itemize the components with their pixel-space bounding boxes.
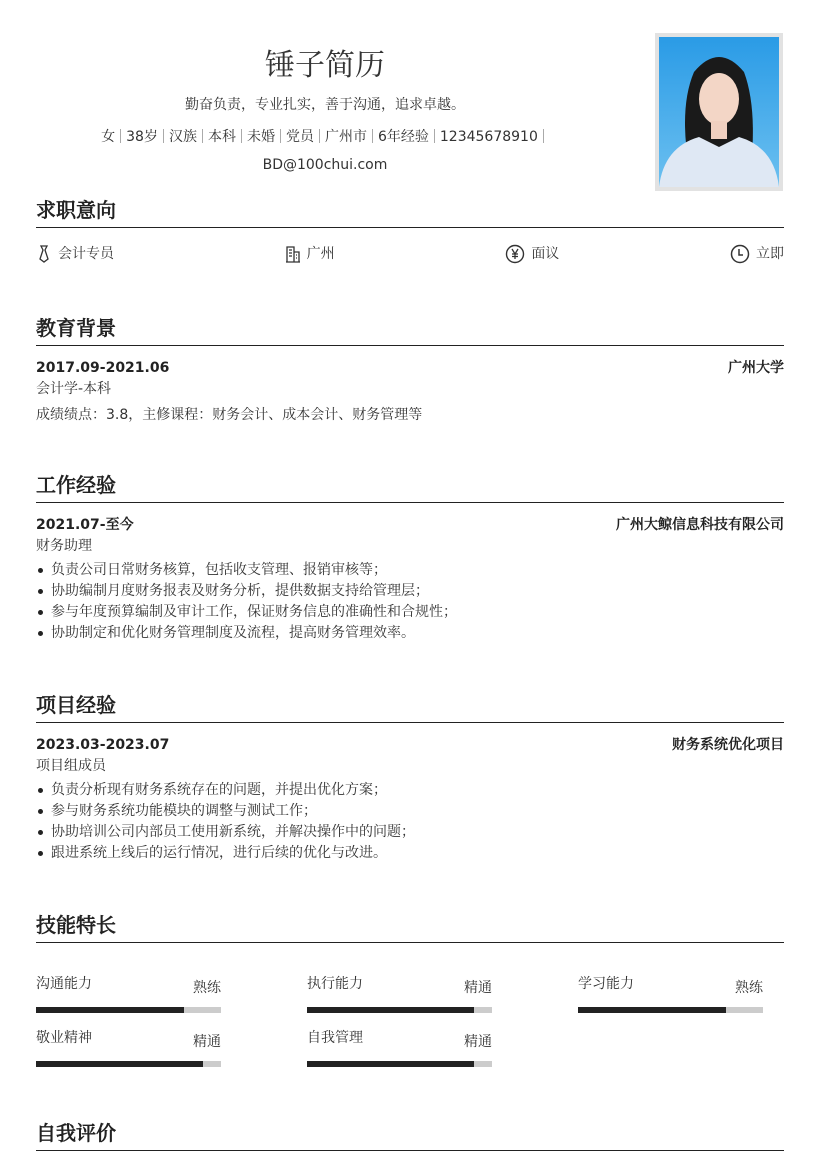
edu-date: 2017.09-2021.06 [36, 360, 170, 376]
edu-desc: 成绩绩点：3.8，主修课程：财务会计、成本会计、财务管理等 [36, 407, 423, 423]
skill-bar-fill [307, 1007, 474, 1013]
skill-name: 学习能力 [578, 976, 634, 992]
bullet-item: 负责分析现有财务系统存在的问题，并提出优化方案； [36, 780, 784, 801]
personal-info [90, 123, 560, 179]
building-icon [285, 245, 301, 263]
skill-bar-fill [578, 1007, 726, 1013]
info-item: 汉族 [168, 129, 197, 145]
skill-bar [36, 1061, 221, 1067]
divider [163, 129, 164, 143]
section-title: 技能特长 [36, 911, 784, 943]
skill-name: 自我管理 [307, 1030, 363, 1046]
motto: 勤奋负责，专业扎实，善于沟通，追求卓越。 [185, 97, 465, 113]
skill-bar [307, 1007, 492, 1013]
bullet-item: 参与年度预算编制及审计工作，保证财务信息的准确性和合规性； [36, 602, 784, 623]
divider [280, 129, 281, 143]
work-company: 广州大鲸信息科技有限公司 [616, 517, 784, 533]
project-section [36, 691, 784, 864]
info-item: 党员 [285, 129, 314, 145]
info-item: 6年经验 [377, 129, 429, 145]
skill-level: 精通 [464, 1034, 492, 1050]
yen-icon [505, 244, 525, 264]
bullet-item: 跟进系统上线后的运行情况，进行后续的优化与改进。 [36, 843, 784, 864]
skill-name: 敬业精神 [36, 1030, 92, 1046]
email: BD@100chui.com [262, 157, 388, 173]
bullet-item: 协助编制月度财务报表及财务分析，提供数据支持给管理层； [36, 581, 784, 602]
section-title: 工作经验 [36, 471, 784, 503]
skill-bar-fill [307, 1061, 474, 1067]
info-item: 未婚 [246, 129, 275, 145]
info-item: 广州市 [324, 129, 367, 145]
skill-level: 熟练 [735, 980, 763, 996]
info-item: 38岁 [126, 129, 158, 145]
skill-item [36, 1027, 221, 1067]
self-eval-section [36, 1119, 784, 1151]
info-item: 12345678910 [439, 129, 538, 145]
project-role: 项目组成员 [36, 758, 106, 774]
skill-level: 精通 [193, 1034, 221, 1050]
education-section [36, 314, 784, 426]
intent-availability: 立即 [730, 244, 784, 264]
skill-item [307, 1027, 492, 1067]
skill-bar-fill [36, 1007, 184, 1013]
skill-bar [578, 1007, 763, 1013]
work-date: 2021.07-至今 [36, 517, 134, 533]
divider [202, 129, 203, 143]
divider [241, 129, 242, 143]
project-name: 财务系统优化项目 [672, 737, 784, 753]
skill-name: 执行能力 [307, 976, 363, 992]
section-title: 项目经验 [36, 691, 784, 723]
skill-bar [307, 1061, 492, 1067]
section-title: 教育背景 [36, 314, 784, 346]
skill-item [578, 973, 763, 1013]
work-section [36, 471, 784, 644]
intent-salary: 面议 [505, 244, 559, 264]
section-title: 自我评价 [36, 1119, 784, 1151]
section-title: 求职意向 [36, 196, 784, 228]
info-item: 女 [101, 129, 116, 145]
info-item: 本科 [207, 129, 236, 145]
project-date: 2023.03-2023.07 [36, 737, 170, 753]
divider [372, 129, 373, 143]
clock-icon [730, 244, 750, 264]
intent-position: 会计专员 [36, 244, 114, 264]
skill-level: 精通 [464, 980, 492, 996]
divider [120, 129, 121, 143]
bullet-item: 负责公司日常财务核算，包括收支管理、报销审核等； [36, 560, 784, 581]
skills-section [36, 911, 784, 1067]
edu-major: 会计学-本科 [36, 381, 112, 397]
bullet-item: 协助培训公司内部员工使用新系统，并解决操作中的问题； [36, 822, 784, 843]
divider [319, 129, 320, 143]
work-role: 财务助理 [36, 538, 92, 554]
job-intent-section [36, 196, 784, 264]
skill-level: 熟练 [193, 980, 221, 996]
resume-title: 锤子简历 [265, 48, 385, 83]
skill-item [307, 973, 492, 1013]
edu-school: 广州大学 [728, 360, 784, 376]
skill-bar-fill [36, 1061, 203, 1067]
intent-city: 广州 [285, 244, 335, 264]
divider [543, 129, 544, 143]
skill-bar [36, 1007, 221, 1013]
divider [434, 129, 435, 143]
skill-name: 沟通能力 [36, 976, 92, 992]
tie-icon [36, 245, 52, 263]
bullet-item: 参与财务系统功能模块的调整与测试工作； [36, 801, 784, 822]
skill-item [36, 973, 221, 1013]
profile-photo [655, 33, 783, 191]
bullet-item: 协助制定和优化财务管理制度及流程，提高财务管理效率。 [36, 623, 784, 644]
